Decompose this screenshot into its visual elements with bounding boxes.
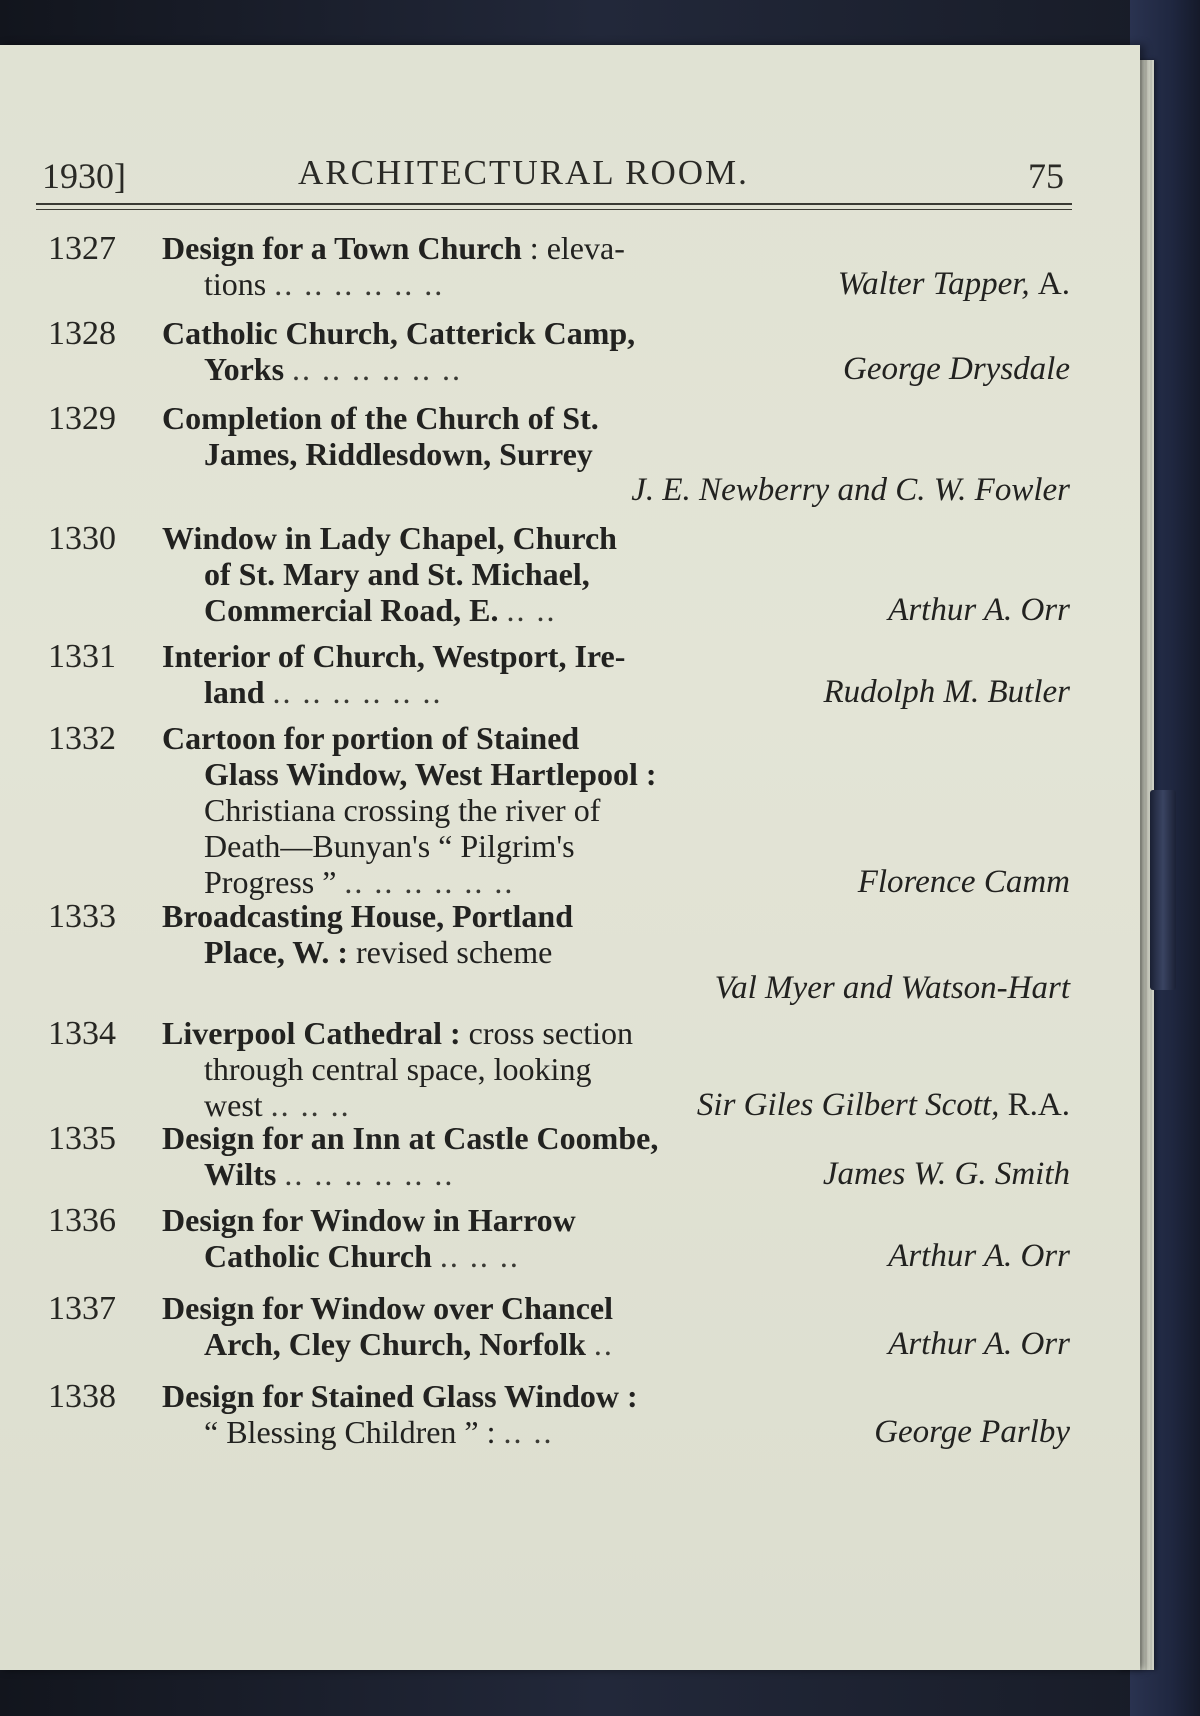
entry-title: Design for Window in Harrow bbox=[162, 1202, 576, 1238]
entry-number: 1334 bbox=[48, 1015, 116, 1052]
entry-title: Cartoon for portion of Stained bbox=[162, 720, 580, 756]
entry-subtitle: eleva- bbox=[546, 230, 625, 266]
entry-line: Catholic Church bbox=[204, 1238, 432, 1274]
entry-number: 1332 bbox=[48, 720, 116, 757]
leader-dots: .. .. .. .. .. .. bbox=[292, 351, 463, 387]
entry-artist: Arthur A. Orr bbox=[888, 1238, 1070, 1274]
leader-dots: .. .. bbox=[506, 592, 557, 628]
leader-dots: .. .. bbox=[503, 1414, 554, 1450]
entry-title: Completion of the Church of St. bbox=[162, 400, 599, 436]
entry-number: 1330 bbox=[48, 520, 116, 557]
entry-line: Arch, Cley Church, Norfolk bbox=[204, 1326, 586, 1362]
entry-artist: Val Myer and Watson-Hart bbox=[714, 970, 1070, 1006]
header-rule-thin bbox=[36, 209, 1072, 210]
entry-artist: George Parlby bbox=[874, 1414, 1070, 1450]
entry-line: James, Riddlesdown, Surrey bbox=[204, 436, 593, 472]
leader-dots: .. .. .. bbox=[270, 1087, 351, 1123]
page-title: ARCHITECTURAL ROOM. bbox=[298, 153, 749, 192]
entry-line: revised scheme bbox=[355, 934, 553, 970]
entry-title: Design for an Inn at Castle Coombe, bbox=[162, 1120, 659, 1156]
entry-line: tions bbox=[204, 266, 267, 302]
leader-dots: .. .. .. .. .. .. bbox=[284, 1156, 455, 1192]
entry-line: Yorks bbox=[204, 351, 285, 387]
entry-line: Place, W. : bbox=[204, 934, 348, 970]
bookmark-ribbon bbox=[1150, 790, 1176, 990]
entry-artist: Arthur A. Orr bbox=[888, 1326, 1070, 1362]
leader-dots: .. .. .. bbox=[439, 1238, 520, 1274]
entry-artist: Arthur A. Orr bbox=[888, 592, 1070, 628]
entry-artist: J. E. Newberry and C. W. Fowler bbox=[631, 472, 1070, 508]
entry-line: of St. Mary and St. Michael, bbox=[204, 556, 590, 592]
catalogue-page: 1930] ARCHITECTURAL ROOM. 75 1327 Design for a Town Church : eleva- tions .. .. .. .. .. .. Walter Tapper, A. 1328 Catholic Church, Catterick Camp, Yorks .. .. .. .. .. .. George Drysdale 1329 Completion of the Church of St. James, Riddlesdown, Surrey J. E. Newberry and C. W. Fowler 1330 Window in Lady Chapel, Church of St. Mary and St. Michael, Commercial Road, E. .. .. Arthur A. Orr 1331 Interior of Church, Westport, Ire- land .. .. .. .. .. .. Rudolph M. Butler 1332 Cartoon for portion of Stained Glass Window, West Hartlepool : Christiana crossing the river of Death—Bunyan's “ Pilgrim's Progress ” .. .. .. .. .. .. Florence Camm 1333 Broadcasting House, Portland Place, W. : revised scheme Val Myer and Watson-Hart 1334 Liverpool Cathedral : cross section through central space, looking west .. .. .. Sir Giles Gilbert Scott, R.A. 1335 Design for an Inn at Castle Coombe, Wilts .. .. .. .. .. .. James W. G. Smith 1336 Design for Window in Harrow Catholic Church .. .. .. Arthur A. Orr 1337 Design for Window over Chancel Arch, Cley Church, Norfolk .. Arthur A. Orr 1338 Design for Stained Glass Window : “ Blessing Children ” : .. .. George Parlby bbox=[0, 45, 1140, 1670]
entry-title: Liverpool Cathedral : bbox=[162, 1015, 461, 1051]
entry-title: Catholic Church, Catterick Camp, bbox=[162, 315, 636, 351]
entry-artist: Sir Giles Gilbert Scott, R.A. bbox=[696, 1087, 1070, 1123]
page-number: 75 bbox=[1028, 156, 1064, 196]
entry-line: Commercial Road, E. bbox=[204, 592, 499, 628]
entry-line: land bbox=[204, 674, 265, 710]
entry-line: Wilts bbox=[204, 1156, 277, 1192]
entry-line: Progress ” bbox=[204, 864, 337, 900]
entry-line: “ Blessing Children ” : bbox=[204, 1414, 496, 1450]
entry-line: west bbox=[204, 1087, 263, 1123]
entry-artist: Florence Camm bbox=[857, 864, 1070, 900]
leader-dots: .. bbox=[593, 1326, 614, 1362]
leader-dots: .. .. .. .. .. .. bbox=[344, 864, 515, 900]
entry-line: Christiana crossing the river of bbox=[204, 792, 601, 828]
header-rule bbox=[36, 203, 1072, 205]
entry-title: Design for Stained Glass Window : bbox=[162, 1378, 638, 1414]
entry-artist: George Drysdale bbox=[843, 351, 1070, 387]
leader-dots: .. .. .. .. .. .. bbox=[274, 266, 445, 302]
entry-title: Broadcasting House, Portland bbox=[162, 898, 573, 934]
entry-number: 1335 bbox=[48, 1120, 116, 1157]
entry-number: 1333 bbox=[48, 898, 116, 935]
header-year: 1930] bbox=[42, 156, 126, 196]
entry-title: Design for a Town Church bbox=[162, 230, 522, 266]
entry-artist: Walter Tapper, A. bbox=[837, 266, 1070, 302]
entry-title: Window in Lady Chapel, Church bbox=[162, 520, 617, 556]
entry-line: Death—Bunyan's “ Pilgrim's bbox=[204, 828, 575, 864]
entry-title: Design for Window over Chancel bbox=[162, 1290, 613, 1326]
leader-dots: .. .. .. .. .. .. bbox=[272, 674, 443, 710]
entry-line: Glass Window, West Hartlepool : bbox=[204, 756, 657, 792]
entry-line: through central space, looking bbox=[204, 1051, 592, 1087]
entry-number: 1338 bbox=[48, 1378, 116, 1415]
entry-number: 1337 bbox=[48, 1290, 116, 1327]
entry-number: 1327 bbox=[48, 230, 116, 267]
entry-number: 1331 bbox=[48, 638, 116, 675]
entry-number: 1336 bbox=[48, 1202, 116, 1239]
entry-artist: Rudolph M. Butler bbox=[823, 674, 1070, 710]
entry-number: 1328 bbox=[48, 315, 116, 352]
entry-artist: James W. G. Smith bbox=[822, 1156, 1070, 1192]
entry-number: 1329 bbox=[48, 400, 116, 437]
entry-title: Interior of Church, Westport, Ire- bbox=[162, 638, 626, 674]
